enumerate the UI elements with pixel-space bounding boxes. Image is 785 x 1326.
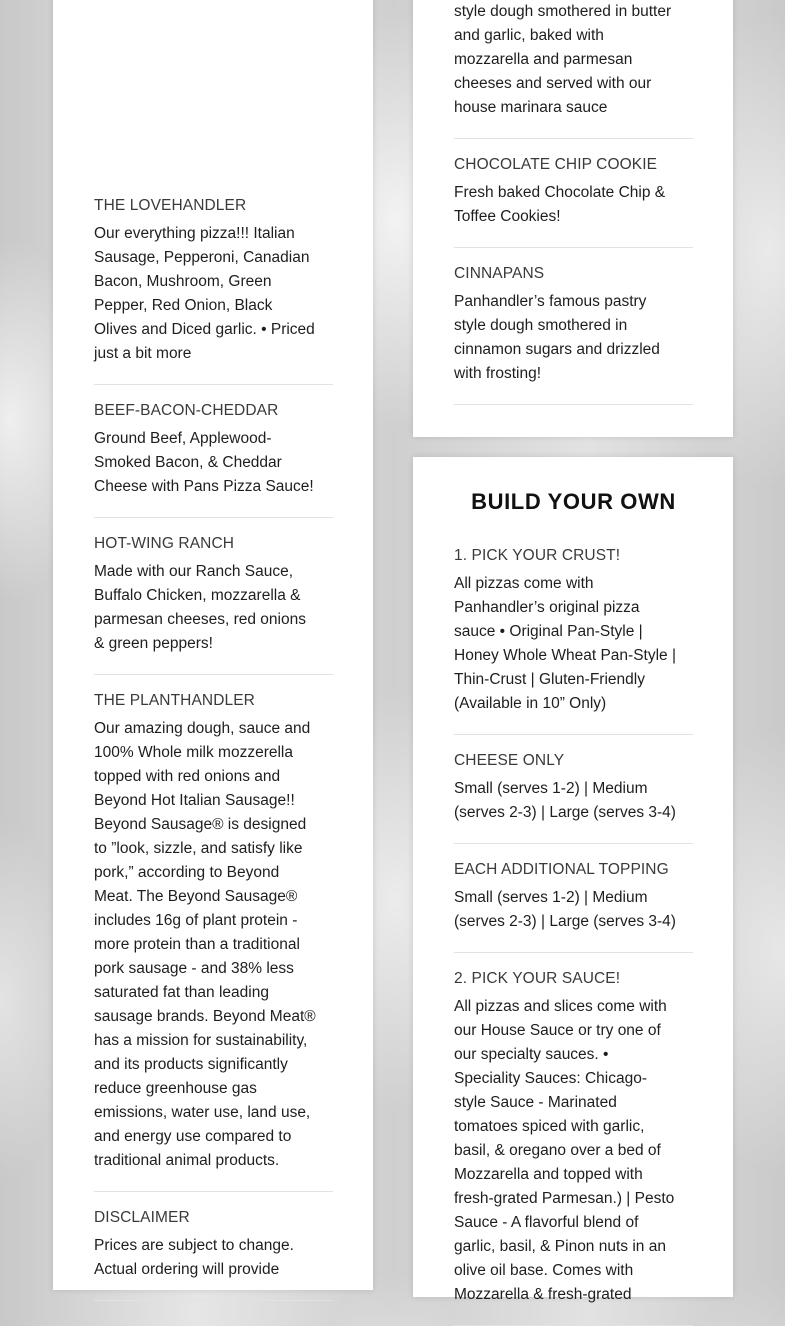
section-title: BUILD YOUR OWN — [471, 489, 676, 514]
menu-item-name: BEEF-BACON-CHEDDAR — [94, 402, 279, 419]
menu-item-name: 2. PICK YOUR SAUCE! — [454, 970, 621, 987]
menu-item-hot-wing-ranch — [94, 532, 333, 675]
menu-item-description: Ground Beef, Applewood-Smoked Bacon, & Cheddar Cheese with Pans Pizza Sauce! — [94, 430, 314, 495]
menu-item-name: THE PLANTHANDLER — [94, 692, 255, 709]
menu-item-cinnapans — [454, 262, 693, 405]
menu-item-chocolate-chip-cookie — [454, 153, 693, 248]
menu-item-description: Panhandler’s famous pastry style dough smothered in cinnamon sugars and drizzled with frosting! — [454, 293, 660, 382]
menu-item-description: All pizzas come with Panhandler’s original pizza sauce • Original Pan-Style | Honey Whole Wheat Pan-Style | Thin-Crust | Gluten-Friendly (Available in 10” Only) — [454, 575, 676, 712]
menu-item-name: CHOCOLATE CHIP COOKIE — [454, 156, 658, 173]
menu-item-description: Prices are subject to change. Actual ordering will provide — [94, 1237, 294, 1278]
menu-item-name: THE LOVEHANDLER — [94, 197, 247, 214]
menu-card-specialty-pizzas — [53, 0, 373, 1290]
menu-item-name: 1. PICK YOUR CRUST! — [454, 547, 621, 564]
menu-item-disclaimer — [94, 1206, 333, 1301]
menu-item-cheese-only — [454, 749, 693, 844]
menu-item-description: Small (serves 1-2) | Medium (serves 2-3) | Large (serves 3-4) — [454, 889, 676, 930]
menu-item-name: DISCLAIMER — [94, 1209, 190, 1226]
menu-card-build-your-own — [413, 457, 733, 1303]
menu-item-continued — [454, 0, 693, 139]
menu-item-name: EACH ADDITIONAL TOPPING — [454, 861, 669, 878]
menu-item-description: Fresh baked Chocolate Chip & Toffee Cookies! — [454, 184, 666, 225]
menu-item-pick-sauce — [454, 967, 693, 1326]
menu-item-beef-bacon-cheddar — [94, 399, 333, 518]
menu-item-description: Small (serves 1-2) | Medium (serves 2-3) | Large (serves 3-4) — [454, 780, 676, 821]
menu-item-description: Made with our Ranch Sauce, Buffalo Chicken, mozzarella & parmesan cheeses, red onions & green peppers! — [94, 563, 306, 652]
menu-item-description: Our everything pizza!!! Italian Sausage, Pepperoni, Canadian Bacon, Mushroom, Green Pepper, Red Onion, Black Olives and Diced garlic. • Priced just a bit more — [94, 225, 315, 362]
menu-card-sides-desserts — [413, 0, 733, 437]
menu-item-additional-topping — [454, 858, 693, 953]
menu-item-description-continued: style dough smothered in butter and garlic, baked with mozzarella and parmesan cheeses and served with our house marinara sauce — [454, 3, 672, 116]
menu-item-lovehandler — [94, 194, 333, 385]
menu-item-description: All pizzas and slices come with our House Sauce or try one of our specialty sauces. • Speciality Sauces: Chicago-style Sauce - Marinated tomatoes spiced with garlic, basil, & oregano over a bed of Mozzarella and topped with fresh-grated Parmesan.) | Pesto Sauce - A flavorful blend of garlic, basil, & Pinon nuts in an olive oil base. Comes with Mozzarella & fresh-grated — [454, 998, 675, 1303]
menu-item-name: CINNAPANS — [454, 265, 545, 282]
menu-item-description: Our amazing dough, sauce and 100% Whole milk mozzerella topped with red onions and Beyond Hot Italian Sausage!! Beyond Sausage® is designed to ”look, sizzle, and satisfy like pork,” according to Beyond Meat. The Beyond Sausage® includes 16g of plant protein - more protein than a traditional pork sausage - and 38% less saturated fat than leading sausage brands. Beyond Meat® has a mission for sustainability, and its products significantly reduce greenhouse gas emissions, water use, land use, and energy use compared to traditional animal products. — [94, 720, 316, 1169]
menu-item-name: CHEESE ONLY — [454, 752, 565, 769]
menu-item-name: HOT-WING RANCH — [94, 535, 235, 552]
menu-item-planthandler — [94, 689, 333, 1192]
menu-item-pick-crust — [454, 544, 693, 735]
